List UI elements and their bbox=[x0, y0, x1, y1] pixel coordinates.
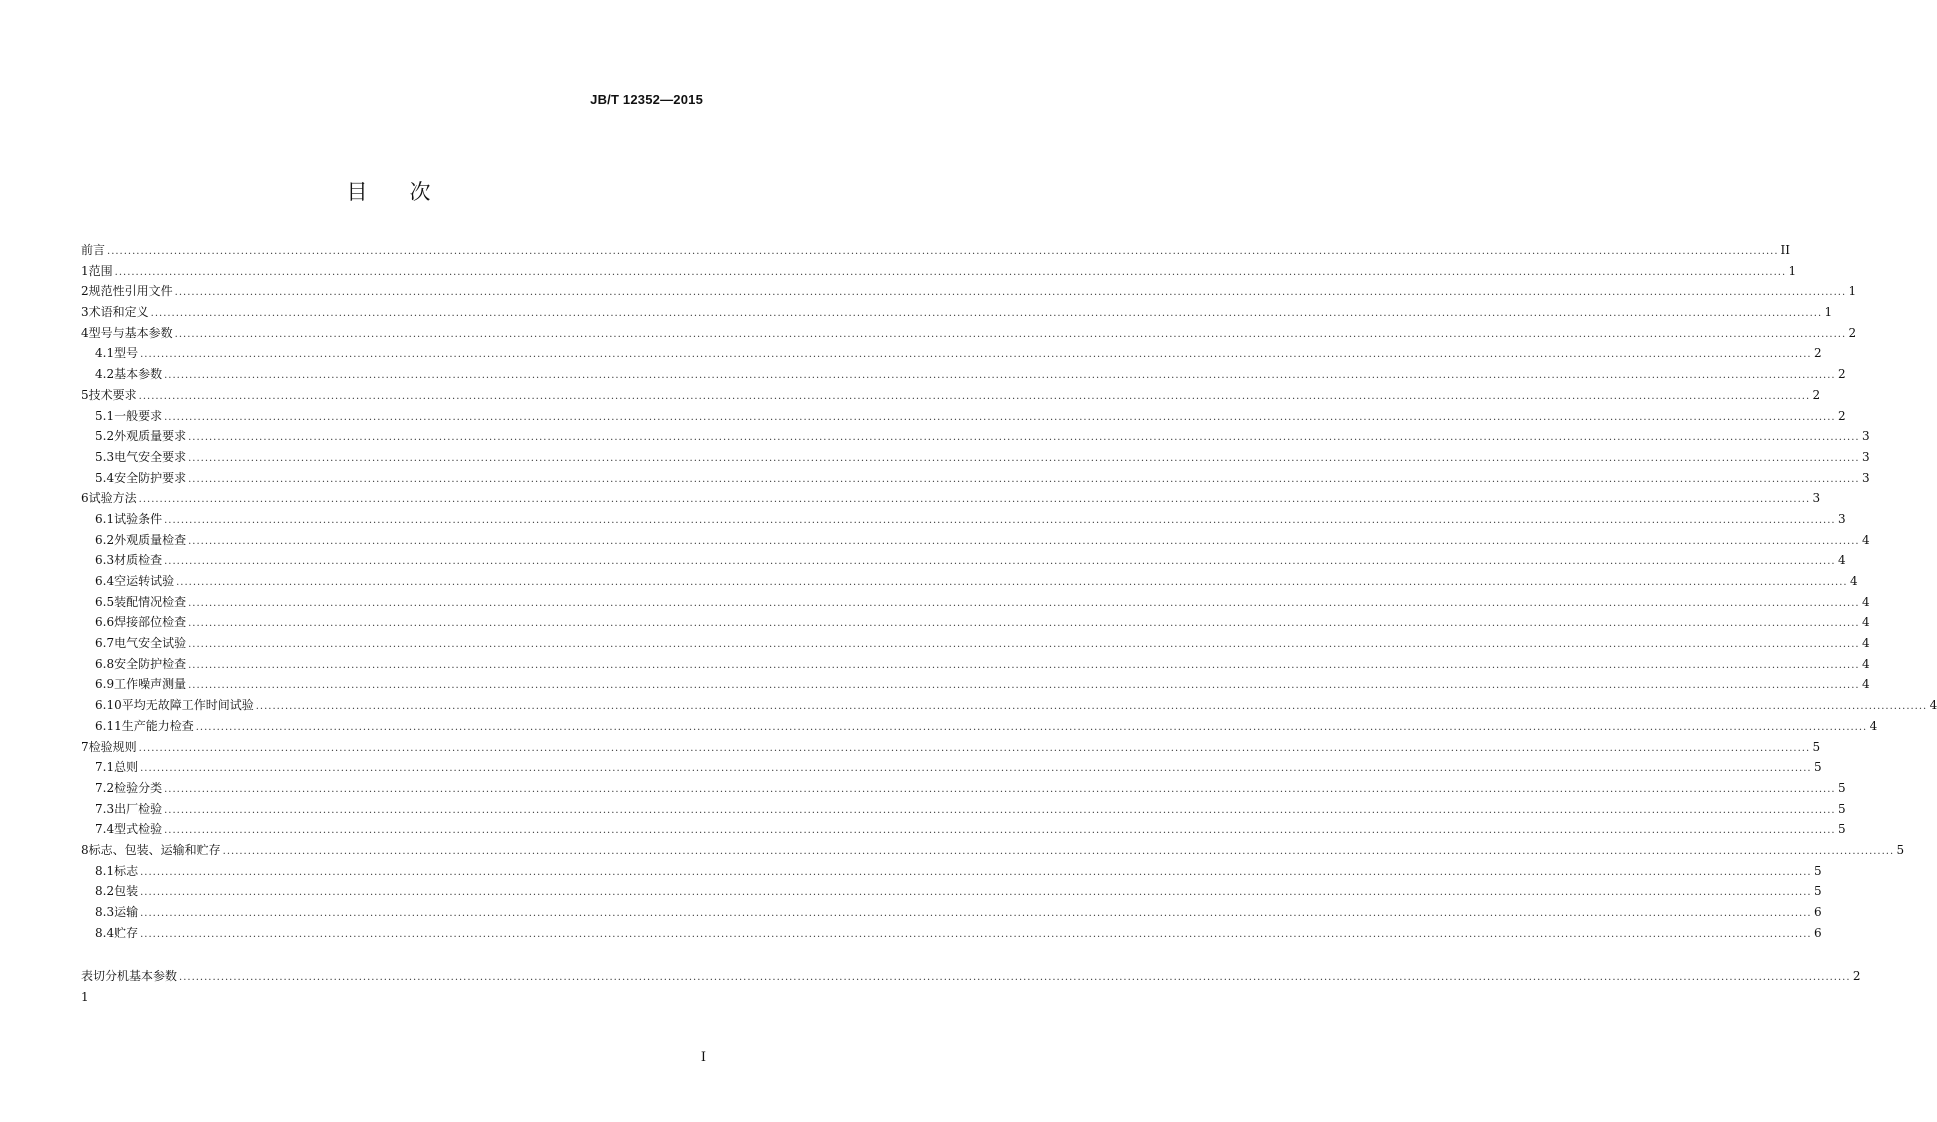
dot-leader: ................................................................................................................................................................................................................................................................................................................................................................................................................ bbox=[164, 804, 1836, 816]
toc-entry-number: 7.1 bbox=[95, 760, 115, 775]
toc-entry-page: 5 bbox=[1813, 760, 1822, 775]
toc-entry-number: 4.2 bbox=[95, 367, 115, 382]
toc-entry-number: 8.4 bbox=[95, 925, 115, 940]
toc-entry-label: 切分机基本参数 bbox=[93, 969, 178, 983]
toc-entry-label: 试验条件 bbox=[114, 511, 163, 526]
toc-entry-page: 4 bbox=[1869, 718, 1878, 733]
toc-entry-label: 外观质量检查 bbox=[114, 532, 187, 547]
toc-entry-label: 型号与基本参数 bbox=[88, 325, 173, 340]
toc-entry[interactable] bbox=[81, 385, 1821, 406]
toc-entry-label: 空运转试验 bbox=[114, 574, 175, 588]
toc-entry[interactable] bbox=[81, 902, 1822, 923]
toc-entry-number: 1 bbox=[81, 263, 89, 278]
toc-entry-number: 8.2 bbox=[95, 884, 115, 899]
dot-leader: ................................................................................................................................................................................................................................................................................................................................................................................................................ bbox=[188, 452, 1860, 464]
toc-entry[interactable] bbox=[81, 426, 1870, 447]
toc-entry[interactable] bbox=[81, 364, 1846, 385]
toc-entry[interactable] bbox=[81, 966, 1861, 1004]
toc-entry[interactable] bbox=[81, 612, 1870, 633]
toc-entry-number: 6.2 bbox=[95, 532, 115, 547]
toc-entry-number: 6 bbox=[81, 491, 89, 506]
dot-leader: ................................................................................................................................................................................................................................................................................................................................................................................................................ bbox=[188, 535, 1860, 547]
toc-entry-label: 试验方法 bbox=[88, 491, 137, 506]
toc-entry-page: 6 bbox=[1813, 925, 1822, 940]
toc-entry-number: 6.5 bbox=[95, 594, 115, 609]
toc-entry-page: 5 bbox=[1813, 884, 1822, 899]
toc-entry-number: 5.1 bbox=[95, 408, 115, 423]
toc-entry-number: 4 bbox=[81, 325, 89, 340]
toc-entry-label: 型号 bbox=[114, 346, 139, 361]
toc-entry-number: 表1 bbox=[81, 969, 94, 1004]
toc-entry-page: 3 bbox=[1861, 449, 1870, 464]
dot-leader: ................................................................................................................................................................................................................................................................................................................................................................................................................ bbox=[107, 246, 1779, 257]
toc-entry-page: 3 bbox=[1861, 470, 1870, 485]
toc-entry-page: 5 bbox=[1837, 801, 1846, 816]
toc-entry-number: 6.10 bbox=[95, 698, 122, 713]
toc-entry-page: 4 bbox=[1861, 636, 1870, 651]
toc-entry-number: 6.3 bbox=[95, 553, 115, 568]
toc-entry-label: 包装 bbox=[114, 884, 139, 899]
toc-entry-label: 生产能力检查 bbox=[121, 718, 194, 733]
toc-entry[interactable] bbox=[81, 778, 1846, 799]
toc-entry[interactable] bbox=[81, 923, 1822, 944]
toc-entry[interactable] bbox=[81, 281, 1857, 302]
dot-leader: ................................................................................................................................................................................................................................................................................................................................................................................................................ bbox=[179, 972, 1851, 983]
dot-leader: ................................................................................................................................................................................................................................................................................................................................................................................................................ bbox=[138, 742, 1811, 754]
dot-leader: ................................................................................................................................................................................................................................................................................................................................................................................................................ bbox=[140, 928, 1812, 940]
toc-entry-label: 技术要求 bbox=[88, 387, 137, 402]
toc-entry-page: 2 bbox=[1837, 408, 1846, 423]
toc-entry[interactable] bbox=[81, 323, 1857, 344]
dot-leader: ................................................................................................................................................................................................................................................................................................................................................................................................................ bbox=[140, 908, 1812, 919]
toc-entry-number: 7.4 bbox=[95, 822, 115, 837]
dot-leader: ................................................................................................................................................................................................................................................................................................................................................................................................................ bbox=[138, 390, 1811, 402]
list-of-tables bbox=[81, 966, 1861, 1004]
toc-entry-page: 1 bbox=[1824, 305, 1833, 320]
toc-entry[interactable] bbox=[81, 571, 1858, 592]
toc-entry-label: 焊接部位检查 bbox=[114, 615, 187, 630]
toc-entry-page: 4 bbox=[1861, 615, 1870, 630]
toc-entry[interactable] bbox=[81, 240, 1790, 261]
toc-entry-number: 3 bbox=[81, 305, 89, 320]
toc-entry-number: 8 bbox=[81, 842, 89, 857]
toc-entry-page: 2 bbox=[1837, 367, 1846, 382]
dot-leader: ................................................................................................................................................................................................................................................................................................................................................................................................................ bbox=[188, 432, 1860, 444]
toc-entry[interactable] bbox=[81, 737, 1821, 758]
toc-entry-page: 4 bbox=[1861, 677, 1870, 692]
dot-leader: ................................................................................................................................................................................................................................................................................................................................................................................................................ bbox=[188, 618, 1860, 630]
toc-entry-page: 5 bbox=[1812, 739, 1821, 754]
toc-entry[interactable] bbox=[81, 881, 1822, 902]
toc-entry-label: 外观质量要求 bbox=[114, 429, 187, 444]
toc-entry-page: II bbox=[1780, 243, 1790, 257]
toc-entry-number: 8.1 bbox=[95, 863, 115, 878]
toc-entry-label: 安全防护要求 bbox=[114, 470, 187, 485]
page-number: I bbox=[700, 1050, 706, 1065]
table-of-contents bbox=[81, 240, 1937, 943]
toc-entry-number: 6.7 bbox=[95, 636, 115, 651]
toc-entry-page: 4 bbox=[1837, 553, 1846, 568]
toc-entry-label: 一般要求 bbox=[114, 408, 163, 423]
toc-entry-page: 2 bbox=[1813, 346, 1822, 361]
toc-entry-page: 2 bbox=[1848, 325, 1857, 340]
toc-entry-label: 电气安全要求 bbox=[114, 449, 187, 464]
toc-entry[interactable] bbox=[81, 861, 1822, 882]
toc-entry[interactable] bbox=[81, 799, 1846, 820]
dot-leader: ................................................................................................................................................................................................................................................................................................................................................................................................................ bbox=[164, 556, 1836, 568]
toc-entry-number: 5 bbox=[81, 387, 89, 402]
dot-leader: ................................................................................................................................................................................................................................................................................................................................................................................................................ bbox=[164, 370, 1836, 382]
dot-leader: ................................................................................................................................................................................................................................................................................................................................................................................................................ bbox=[138, 494, 1811, 506]
dot-leader: ................................................................................................................................................................................................................................................................................................................................................................................................................ bbox=[188, 680, 1860, 692]
dot-leader: ................................................................................................................................................................................................................................................................................................................................................................................................................ bbox=[188, 597, 1860, 609]
toc-entry-number: 7 bbox=[81, 739, 89, 754]
toc-entry-label: 贮存 bbox=[114, 925, 139, 940]
dot-leader: ................................................................................................................................................................................................................................................................................................................................................................................................................ bbox=[222, 845, 1895, 857]
toc-entry-label: 基本参数 bbox=[114, 367, 163, 382]
toc-entry-page: 3 bbox=[1861, 429, 1870, 444]
toc-entry[interactable] bbox=[81, 261, 1797, 282]
dot-leader: ................................................................................................................................................................................................................................................................................................................................................................................................................ bbox=[114, 266, 1787, 278]
toc-entry-label: 总则 bbox=[114, 760, 139, 775]
toc-entry[interactable] bbox=[81, 302, 1833, 323]
dot-leader: ................................................................................................................................................................................................................................................................................................................................................................................................................ bbox=[140, 349, 1812, 361]
toc-entry[interactable] bbox=[81, 840, 1905, 861]
dot-leader: ................................................................................................................................................................................................................................................................................................................................................................................................................ bbox=[188, 473, 1860, 485]
dot-leader: ................................................................................................................................................................................................................................................................................................................................................................................................................ bbox=[174, 328, 1847, 340]
toc-entry[interactable] bbox=[81, 468, 1870, 489]
toc-entry-page: 3 bbox=[1812, 491, 1821, 506]
toc-entry-number: 5.2 bbox=[95, 429, 115, 444]
toc-entry[interactable] bbox=[81, 592, 1870, 613]
toc-entry-label: 范围 bbox=[88, 263, 113, 278]
toc-entry-page: 5 bbox=[1837, 822, 1846, 837]
toc-entry-number: 6.4 bbox=[95, 574, 115, 588]
toc-entry-label: 材质检查 bbox=[114, 553, 163, 568]
dot-leader: ................................................................................................................................................................................................................................................................................................................................................................................................................ bbox=[188, 639, 1860, 651]
toc-entry[interactable] bbox=[81, 447, 1870, 468]
toc-entry[interactable] bbox=[81, 488, 1821, 509]
toc-entry-label: 检验规则 bbox=[88, 739, 137, 754]
dot-leader: ................................................................................................................................................................................................................................................................................................................................................................................................................ bbox=[164, 783, 1836, 795]
toc-entry-label: 标志、包装、运输和贮存 bbox=[88, 842, 221, 857]
toc-entry-label: 运输 bbox=[114, 905, 139, 919]
toc-entry-page: 4 bbox=[1861, 656, 1870, 671]
toc-entry-number: 6.6 bbox=[95, 615, 115, 630]
toc-entry-page: 4 bbox=[1849, 574, 1858, 588]
toc-entry-page: 5 bbox=[1837, 780, 1846, 795]
toc-entry-number: 6.8 bbox=[95, 656, 115, 671]
toc-entry[interactable] bbox=[81, 819, 1846, 840]
toc-entry-number: 8.3 bbox=[95, 905, 115, 919]
toc-entry-label: 规范性引用文件 bbox=[88, 284, 173, 299]
toc-entry-page: 1 bbox=[1788, 263, 1797, 278]
toc-entry-number: 6.9 bbox=[95, 677, 115, 692]
toc-entry-number: 7.2 bbox=[95, 780, 115, 795]
toc-entry[interactable] bbox=[81, 716, 1878, 737]
dot-leader: ................................................................................................................................................................................................................................................................................................................................................................................................................ bbox=[188, 659, 1860, 671]
toc-entry-page: 5 bbox=[1896, 842, 1905, 857]
toc-entry-page: 2 bbox=[1852, 969, 1861, 983]
dot-leader: ................................................................................................................................................................................................................................................................................................................................................................................................................ bbox=[176, 577, 1848, 588]
toc-entry-number: 5.4 bbox=[95, 470, 115, 485]
dot-leader: ................................................................................................................................................................................................................................................................................................................................................................................................................ bbox=[140, 763, 1812, 775]
toc-entry-label: 术语和定义 bbox=[88, 305, 149, 320]
standard-number: JB/T 12352—2015 bbox=[590, 92, 703, 107]
toc-entry-page: 2 bbox=[1812, 387, 1821, 402]
toc-entry-number: 4.1 bbox=[95, 346, 115, 361]
toc-entry[interactable] bbox=[81, 550, 1846, 571]
dot-leader: ................................................................................................................................................................................................................................................................................................................................................................................................................ bbox=[255, 701, 1928, 713]
toc-entry[interactable] bbox=[81, 674, 1870, 695]
toc-entry[interactable] bbox=[81, 633, 1870, 654]
toc-entry-label: 平均无故障工作时间试验 bbox=[121, 698, 254, 713]
toc-entry[interactable] bbox=[81, 343, 1822, 364]
toc-entry-page: 6 bbox=[1813, 905, 1822, 919]
toc-entry-label: 工作噪声测量 bbox=[114, 677, 187, 692]
toc-entry-page: 4 bbox=[1861, 532, 1870, 547]
dot-leader: ................................................................................................................................................................................................................................................................................................................................................................................................................ bbox=[164, 411, 1836, 423]
toc-entry[interactable] bbox=[81, 406, 1846, 427]
toc-entry-number: 6.11 bbox=[95, 718, 122, 733]
toc-entry[interactable] bbox=[81, 509, 1846, 530]
toc-entry-label: 出厂检验 bbox=[114, 801, 163, 816]
page-title: 目次 bbox=[346, 180, 473, 204]
toc-entry-page: 4 bbox=[1861, 594, 1870, 609]
toc-entry-number: 7.3 bbox=[95, 801, 115, 816]
toc-entry-label: 型式检验 bbox=[114, 822, 163, 837]
dot-leader: ................................................................................................................................................................................................................................................................................................................................................................................................................ bbox=[174, 287, 1847, 299]
toc-entry[interactable] bbox=[81, 530, 1870, 551]
toc-entry-label: 安全防护检查 bbox=[114, 656, 187, 671]
toc-entry-label: 检验分类 bbox=[114, 780, 163, 795]
dot-leader: ................................................................................................................................................................................................................................................................................................................................................................................................................ bbox=[150, 308, 1823, 320]
toc-entry-label: 标志 bbox=[114, 863, 139, 878]
toc-entry-label: 电气安全试验 bbox=[114, 636, 187, 651]
dot-leader: ................................................................................................................................................................................................................................................................................................................................................................................................................ bbox=[164, 825, 1836, 837]
dot-leader: ................................................................................................................................................................................................................................................................................................................................................................................................................ bbox=[195, 721, 1868, 733]
toc-entry-number: 5.3 bbox=[95, 449, 115, 464]
toc-entry-page: 4 bbox=[1929, 698, 1937, 713]
toc-entry-label: 装配情况检查 bbox=[114, 594, 187, 609]
dot-leader: ................................................................................................................................................................................................................................................................................................................................................................................................................ bbox=[164, 514, 1836, 526]
toc-entry-page: 1 bbox=[1848, 284, 1857, 299]
toc-entry-label: 前言 bbox=[81, 243, 106, 257]
dot-leader: ................................................................................................................................................................................................................................................................................................................................................................................................................ bbox=[140, 866, 1812, 878]
toc-entry-page: 5 bbox=[1813, 863, 1822, 878]
toc-entry[interactable] bbox=[81, 695, 1937, 716]
toc-entry-page: 3 bbox=[1837, 511, 1846, 526]
toc-entry[interactable] bbox=[81, 654, 1870, 675]
toc-entry-number: 6.1 bbox=[95, 511, 115, 526]
toc-entry[interactable] bbox=[81, 757, 1822, 778]
dot-leader: ................................................................................................................................................................................................................................................................................................................................................................................................................ bbox=[140, 887, 1812, 899]
toc-entry-number: 2 bbox=[81, 284, 89, 299]
